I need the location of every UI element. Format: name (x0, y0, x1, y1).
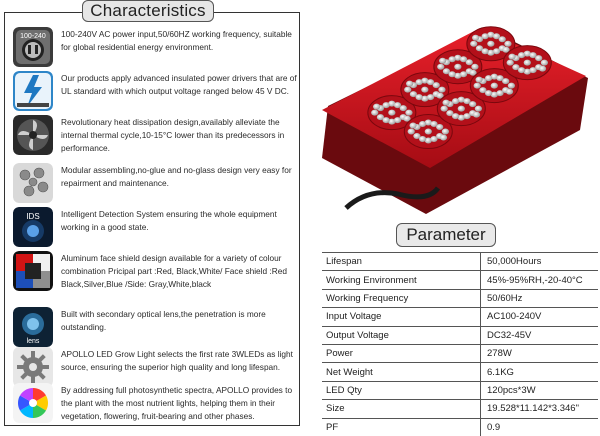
led-lens (524, 60, 531, 66)
led-lens (419, 121, 426, 127)
led-lens (473, 112, 480, 118)
led-lens (504, 41, 511, 47)
feature-item (13, 115, 297, 159)
param-key: Working Frequency (322, 289, 481, 307)
led-lens (440, 135, 447, 141)
table-row (322, 326, 598, 344)
led-lens (506, 89, 513, 95)
led-lens (406, 81, 413, 87)
led-lens (421, 87, 428, 93)
led-lens (470, 41, 477, 47)
led-lens (460, 71, 467, 77)
led-lens (438, 87, 445, 93)
feature-item (13, 71, 297, 115)
led-lens (383, 102, 390, 108)
fan-icon (13, 115, 53, 155)
led-lens (485, 90, 492, 96)
param-key: Output Voltage (322, 326, 481, 344)
led-lens (404, 87, 411, 93)
table-row (322, 308, 598, 326)
feature-text: Aluminum face shield design available for a variety of colour combination Pricipal part :Red, Black,White/ Face shield :Red Black,Silver,Blue /Side: Gray,White,black (61, 253, 287, 289)
table-row (322, 363, 598, 381)
feature-text: APOLLO LED Grow Light selects the first rate 3WLEDs as light source, ensuring the superior high quality and long lifespan. (61, 349, 293, 372)
spectrum-icon (13, 383, 53, 423)
characteristics-panel (4, 12, 300, 426)
led-lens (373, 104, 380, 110)
led-lens (409, 123, 416, 129)
led-lens (371, 110, 378, 116)
led-lens (439, 58, 446, 64)
led-lens (487, 41, 494, 47)
table-row (322, 381, 598, 399)
led-lens (539, 66, 546, 72)
voltage-icon (13, 27, 53, 67)
param-key: PF (322, 418, 481, 436)
face-shield-icon (13, 251, 53, 291)
led-lens (541, 60, 548, 66)
param-value: 0.9 (481, 418, 599, 436)
param-key: Input Voltage (322, 308, 481, 326)
table-row (322, 271, 598, 289)
feature-text: By addressing full photosynthetic spectra, APOLLO provides to the plant with the most nutrient lights, helping them in their vegetation, flowering, fruit-bearing and other phases. (61, 385, 293, 421)
led-lens (394, 117, 401, 123)
param-key: Size (322, 400, 481, 418)
param-key: Lifespan (322, 253, 481, 271)
led-lens (430, 121, 437, 127)
led-lens (430, 136, 437, 142)
ids-icon (13, 207, 53, 247)
led-lens (508, 83, 515, 89)
power-driver-icon (13, 71, 53, 111)
led-lens (449, 56, 456, 62)
led-lens (529, 52, 536, 58)
led-lens (442, 129, 449, 135)
param-key: Power (322, 344, 481, 362)
led-lens (452, 98, 459, 104)
lens-icon (13, 307, 53, 347)
led-lens (437, 64, 444, 70)
feature-text: Modular assembling,no-glue and no-glass design very easy for repairment and maintenance. (61, 165, 292, 188)
led-lens (482, 33, 489, 39)
table-row (322, 289, 598, 307)
table-row (322, 253, 598, 271)
led-lens (474, 83, 481, 89)
led-lens (416, 79, 423, 85)
param-value: 19.528*11.142*3.346" (481, 400, 599, 418)
led-lens (427, 79, 434, 85)
led-lens (419, 136, 426, 142)
param-value: 278W (481, 344, 599, 362)
led-lens (482, 48, 489, 54)
led-lens (485, 75, 492, 81)
feature-text: 100-240V AC power input,50/60HZ working frequency, suitable for global residential energy environment. (61, 29, 292, 52)
param-key: Net Weight (322, 363, 481, 381)
table-row (322, 418, 598, 436)
led-lens (518, 52, 525, 58)
table-row (322, 344, 598, 362)
param-key: Working Environment (322, 271, 481, 289)
modular-icon (13, 163, 53, 203)
param-value: 6.1KG (481, 363, 599, 381)
led-lens (425, 129, 432, 135)
param-key: LED Qty (322, 381, 481, 399)
led-lens (460, 56, 467, 62)
parameter-title: Parameter (396, 223, 496, 247)
feature-item (13, 251, 297, 295)
led-lens (463, 113, 470, 119)
led-lens (493, 33, 500, 39)
param-value: 50,000Hours (481, 253, 599, 271)
led-lens (475, 106, 482, 112)
parameter-table (322, 238, 598, 436)
led-lens (475, 77, 482, 83)
feature-item (13, 383, 297, 427)
param-value: 50/60Hz (481, 289, 599, 307)
led-lens (394, 102, 401, 108)
led-lens (518, 67, 525, 73)
led-lens (471, 64, 478, 70)
led-lens (496, 90, 503, 96)
led-lens (408, 129, 415, 135)
param-value: DC32-45V (481, 326, 599, 344)
feature-text: Revolutionary heat dissipation design,availably alleviate the internal thermal cycle,10-15°C lower than its predecessors in performance. (61, 117, 285, 153)
led-lens (442, 100, 449, 106)
feature-text: Intelligent Detection System ensuring the whole equipment working in a good state. (61, 209, 277, 232)
ids-icon-label: IDS (26, 212, 40, 221)
param-value: 120pcs*3W (481, 381, 599, 399)
feature-text: Our products apply advanced insulated power drivers that are of UL standard with which output voltage ranged below 45 V DC. (61, 73, 297, 96)
led-lens (416, 94, 423, 100)
led-lens (507, 60, 514, 66)
led-lens (427, 94, 434, 100)
led-lens (405, 110, 412, 116)
led-lens (508, 54, 515, 60)
lens-icon-label: lens (26, 338, 40, 345)
table-row (322, 400, 598, 418)
led-lens (458, 106, 465, 112)
led-lens (388, 110, 395, 116)
led-lens (493, 48, 500, 54)
led-lens (383, 117, 390, 123)
led-lens (454, 64, 461, 70)
led-lens (463, 98, 470, 104)
param-value: AC100-240V (481, 308, 599, 326)
led-lens (496, 75, 503, 81)
voltage-icon-label: 100-240 (20, 33, 46, 40)
gear-icon (13, 347, 53, 387)
led-lens (529, 67, 536, 73)
led-lens (452, 113, 459, 119)
led-lens (449, 71, 456, 77)
param-value: 45%-95%RH,-20-40°C (481, 271, 599, 289)
led-lens (472, 35, 479, 41)
feature-item (13, 207, 297, 251)
feature-item (13, 27, 297, 71)
product-image (318, 18, 590, 218)
feature-item (13, 163, 297, 207)
feature-item (13, 307, 297, 351)
led-lens (441, 106, 448, 112)
feature-text: Built with secondary optical lens,the penetration is more outstanding. (61, 309, 266, 332)
characteristics-title: Characteristics (82, 0, 214, 22)
led-lens (491, 83, 498, 89)
